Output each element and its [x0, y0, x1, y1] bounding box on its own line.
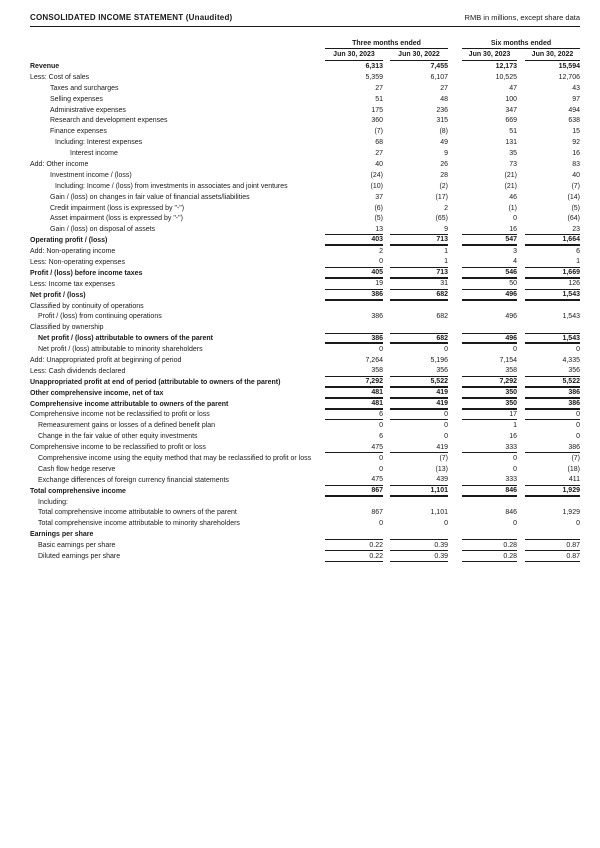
table-row — [30, 333, 580, 344]
row-label: Interest income — [70, 150, 118, 158]
value-cell — [462, 322, 517, 333]
row-label: Gain / (loss) on changes in fair value of financial assets/liabilities — [50, 193, 250, 201]
row-label: Profit / (loss) before income taxes — [30, 269, 143, 277]
row-label: Other comprehensive income, net of tax — [30, 389, 164, 397]
column-header-q-2022: Jun 30, 2022 — [390, 49, 448, 61]
value-cell: 7,455 — [430, 62, 448, 70]
value-cell: 315 — [436, 117, 448, 125]
value-cell: 16 — [462, 224, 517, 235]
value-cell — [390, 497, 448, 508]
table-row — [30, 213, 580, 224]
value-cell: 0 — [325, 257, 383, 268]
table-row — [30, 268, 580, 279]
value-cell: 15,594 — [558, 62, 580, 70]
row-label: Comprehensive income not be reclassified to profit or loss — [30, 411, 210, 419]
table-row — [30, 126, 580, 137]
value-cell: 867 — [371, 509, 383, 517]
table-row — [30, 399, 580, 410]
value-cell: 5,522 — [390, 377, 448, 388]
value-cell: 47 — [509, 84, 517, 92]
row-label: Exchange differences of foreign currency financial statements — [38, 476, 229, 484]
value-cell: (17) — [435, 193, 448, 201]
value-cell: 1,543 — [525, 333, 580, 344]
table-row — [30, 192, 580, 203]
table-row — [30, 464, 580, 475]
value-cell: 3 — [513, 248, 517, 256]
value-cell: (2) — [439, 182, 448, 190]
column-header-spacer — [30, 49, 325, 61]
table-row — [30, 475, 580, 486]
value-cell: 405 — [325, 268, 383, 279]
table-row — [30, 159, 580, 170]
value-cell: 682 — [390, 333, 448, 344]
value-cell: 0 — [444, 346, 448, 354]
table-row — [30, 529, 580, 540]
value-cell: (21) — [504, 171, 517, 179]
value-cell: 7,154 — [499, 356, 517, 364]
table-row — [30, 137, 580, 148]
value-cell: 0 — [444, 520, 448, 528]
value-cell: (1) — [508, 204, 517, 212]
row-label: Administrative expenses — [50, 106, 126, 114]
value-cell: 411 — [525, 475, 580, 486]
table-row — [30, 410, 580, 421]
table-row — [30, 224, 580, 235]
value-cell: 0 — [379, 520, 383, 528]
value-cell: (7) — [439, 455, 448, 462]
row-label: Add: Non-operating income — [30, 248, 116, 256]
value-cell — [462, 301, 517, 312]
row-label: Total comprehensive income — [30, 487, 126, 495]
value-cell: 131 — [505, 139, 517, 147]
value-cell: 12,706 — [558, 73, 580, 81]
row-label: Classified by continuity of operations — [30, 302, 144, 310]
value-cell: 0 — [513, 520, 517, 528]
value-cell: 0 — [513, 455, 517, 462]
value-cell: 713 — [390, 268, 448, 279]
value-cell: 46 — [509, 193, 517, 201]
value-cell: 496 — [505, 313, 517, 321]
value-cell: 68 — [375, 139, 383, 147]
value-cell: 16 — [572, 150, 580, 158]
row-label: Investment income / (loss) — [50, 171, 132, 179]
income-statement-table — [30, 61, 580, 562]
table-row — [30, 355, 580, 366]
value-cell: (24) — [370, 171, 383, 179]
table-row — [30, 311, 580, 322]
group-six-months: Six months ended — [462, 40, 580, 49]
row-label: Comprehensive income using the equity method that may be reclassified to profit or loss — [38, 455, 312, 462]
row-label: Including: Interest expenses — [55, 139, 143, 147]
row-label: Gain / (loss) on disposal of assets — [50, 226, 156, 234]
value-cell: 0 — [576, 433, 580, 441]
row-label: Net profit / (loss) — [30, 291, 86, 299]
value-cell: 48 — [440, 95, 448, 103]
value-cell: 1,664 — [525, 235, 580, 246]
table-row — [30, 235, 580, 246]
table-row — [30, 486, 580, 497]
value-cell: 23 — [525, 224, 580, 235]
value-cell: 386 — [525, 388, 580, 399]
value-cell: 481 — [325, 399, 383, 410]
value-cell — [325, 497, 383, 508]
value-cell: 4,335 — [562, 356, 580, 364]
table-row — [30, 420, 580, 431]
value-cell: 0.87 — [525, 551, 580, 562]
value-cell: 51 — [375, 95, 383, 103]
value-cell: 0 — [444, 433, 448, 441]
value-cell: 0 — [576, 422, 580, 430]
row-label: Including: Income / (loss) from investments in associates and joint ventures — [55, 182, 288, 190]
value-cell: 0.22 — [325, 540, 383, 551]
table-row — [30, 181, 580, 192]
unit-note: RMB in millions, except share data — [464, 13, 580, 22]
value-cell: 846 — [505, 509, 517, 517]
table-row — [30, 246, 580, 257]
value-cell: 846 — [462, 486, 517, 497]
value-cell: 1 — [444, 248, 448, 256]
value-cell: 350 — [462, 399, 517, 410]
table-row — [30, 497, 580, 508]
value-cell: 6 — [576, 248, 580, 256]
document-header — [30, 13, 580, 27]
value-cell: 83 — [572, 160, 580, 168]
table-row — [30, 518, 580, 529]
table-row — [30, 551, 580, 562]
value-cell: 5,359 — [365, 73, 383, 81]
value-cell: 2 — [444, 204, 448, 212]
row-label: Less: Non-operating expenses — [30, 258, 125, 266]
value-cell: (8) — [439, 128, 448, 136]
table-row — [30, 61, 580, 72]
value-cell: 713 — [390, 235, 448, 246]
value-cell: 496 — [462, 333, 517, 344]
table-row — [30, 366, 580, 377]
table-row — [30, 170, 580, 181]
value-cell: (14) — [567, 193, 580, 201]
row-label: Diluted earnings per share — [38, 553, 121, 561]
value-cell: 0 — [379, 422, 383, 430]
value-cell: 50 — [462, 279, 517, 290]
table-row — [30, 508, 580, 519]
value-cell: 358 — [462, 366, 517, 377]
column-header-h-2023: Jun 30, 2023 — [462, 49, 517, 61]
value-cell: 1 — [390, 257, 448, 268]
table-row — [30, 279, 580, 290]
table-row — [30, 388, 580, 399]
value-cell: 669 — [505, 117, 517, 125]
value-cell: 358 — [325, 366, 383, 377]
value-cell — [325, 301, 383, 312]
table-row — [30, 203, 580, 214]
value-cell: 27 — [375, 150, 383, 158]
value-cell: 40 — [572, 171, 580, 179]
value-cell: 92 — [572, 139, 580, 147]
value-cell: (64) — [567, 215, 580, 223]
value-cell: 356 — [525, 366, 580, 377]
table-row — [30, 377, 580, 388]
value-cell: (10) — [370, 182, 383, 190]
value-cell: (7) — [571, 455, 580, 462]
row-label: Operating profit / (loss) — [30, 237, 108, 245]
value-cell — [390, 529, 448, 540]
value-cell: 638 — [568, 117, 580, 125]
value-cell: 2 — [379, 248, 383, 256]
row-label: Finance expenses — [50, 128, 107, 136]
column-header-h-2022: Jun 30, 2022 — [525, 49, 580, 61]
row-label: Add: Other income — [30, 160, 89, 168]
table-row — [30, 301, 580, 312]
row-label: Including: — [38, 498, 68, 506]
value-cell: 12,173 — [495, 62, 517, 70]
value-cell: 7,292 — [325, 377, 383, 388]
value-cell — [462, 529, 517, 540]
value-cell: 0.39 — [390, 551, 448, 562]
value-cell: 73 — [509, 160, 517, 168]
value-cell: 0 — [379, 346, 383, 354]
value-cell — [325, 529, 383, 540]
value-cell: 43 — [572, 84, 580, 92]
row-label: Change in the fair value of other equity investments — [38, 433, 198, 441]
value-cell: 19 — [325, 279, 383, 290]
row-label: Unappropriated profit at end of period (attributable to owners of the parent) — [30, 378, 281, 386]
value-cell: 0 — [379, 465, 383, 473]
value-cell: 6 — [325, 410, 383, 421]
value-cell: 546 — [462, 268, 517, 279]
value-cell: 27 — [375, 84, 383, 92]
value-cell: 356 — [390, 366, 448, 377]
value-cell: 9 — [390, 224, 448, 235]
value-cell: 0.28 — [462, 540, 517, 551]
value-cell: 0.28 — [462, 551, 517, 562]
value-cell: 496 — [462, 290, 517, 301]
value-cell: 481 — [325, 388, 383, 399]
value-cell: 51 — [509, 128, 517, 136]
value-cell: 360 — [371, 117, 383, 125]
period-group-header — [30, 40, 580, 49]
value-cell: 419 — [390, 442, 448, 453]
value-cell: (5) — [571, 204, 580, 212]
table-row — [30, 344, 580, 355]
value-cell — [325, 322, 383, 333]
value-cell: 0.87 — [525, 540, 580, 551]
row-label: Total comprehensive income attributable to owners of the parent — [38, 509, 237, 517]
table-row — [30, 257, 580, 268]
value-cell: 0.39 — [390, 540, 448, 551]
row-label: Classified by ownership — [30, 324, 104, 332]
value-cell: 0 — [513, 346, 517, 354]
table-row — [30, 72, 580, 83]
value-cell: 236 — [436, 106, 448, 114]
table-row — [30, 94, 580, 105]
table-row — [30, 105, 580, 116]
row-label: Comprehensive income attributable to owners of the parent — [30, 400, 229, 408]
value-cell: 439 — [390, 475, 448, 486]
value-cell: 419 — [390, 388, 448, 399]
value-cell: 0.22 — [325, 551, 383, 562]
row-label: Net profit / (loss) attributable to owners of the parent — [38, 335, 214, 343]
value-cell: 475 — [325, 442, 383, 453]
table-row — [30, 83, 580, 94]
row-label: Credit impairment (loss is expressed by "-") — [50, 204, 185, 212]
value-cell: 9 — [444, 150, 448, 158]
value-cell: 5,522 — [525, 377, 580, 388]
value-cell: 6 — [379, 433, 383, 441]
page-title: CONSOLIDATED INCOME STATEMENT (Unaudited) — [30, 13, 233, 22]
table-row — [30, 431, 580, 442]
row-label: Add: Unappropriated profit at beginning of period — [30, 356, 182, 364]
row-label: Research and development expenses — [50, 117, 168, 125]
value-cell: 49 — [440, 139, 448, 147]
value-cell: (5) — [374, 215, 383, 223]
row-label: Earnings per share — [30, 531, 94, 539]
value-cell: (65) — [435, 215, 448, 223]
row-label: Total comprehensive income attributable to minority shareholders — [38, 520, 240, 528]
value-cell: (7) — [571, 182, 580, 190]
value-cell — [525, 301, 580, 312]
value-cell: 867 — [325, 486, 383, 497]
row-label: Net profit / (loss) attributable to minority shareholders — [38, 346, 203, 354]
value-cell: 0 — [390, 410, 448, 421]
value-cell: 26 — [440, 160, 448, 168]
value-cell: 175 — [371, 106, 383, 114]
table-row — [30, 290, 580, 301]
value-cell: 6,107 — [430, 73, 448, 81]
value-cell: 1,101 — [390, 486, 448, 497]
value-cell: 4 — [462, 257, 517, 268]
value-cell: 13 — [325, 224, 383, 235]
value-cell: 403 — [325, 235, 383, 246]
row-label: Asset impairment (loss is expressed by "-") — [50, 215, 183, 223]
value-cell: 100 — [505, 95, 517, 103]
value-cell: (21) — [504, 182, 517, 190]
value-cell: 386 — [525, 399, 580, 410]
value-cell: 0 — [513, 465, 517, 473]
table-row — [30, 322, 580, 333]
row-label: Cash flow hedge reserve — [38, 465, 116, 473]
value-cell — [390, 301, 448, 312]
value-cell: 0 — [576, 346, 580, 354]
value-cell: (6) — [374, 204, 383, 212]
table-row — [30, 442, 580, 453]
value-cell: 28 — [440, 171, 448, 179]
value-cell: 35 — [509, 150, 517, 158]
value-cell: 27 — [440, 84, 448, 92]
row-label: Basic earnings per share — [38, 542, 116, 550]
value-cell: 0 — [444, 422, 448, 430]
value-cell: 31 — [390, 279, 448, 290]
value-cell: 1,101 — [430, 509, 448, 517]
column-header-row — [30, 49, 580, 61]
value-cell: 386 — [325, 290, 383, 301]
row-label: Less: Cost of sales — [30, 73, 90, 81]
row-label: Remeasurement gains or losses of a defined benefit plan — [38, 422, 216, 430]
group-three-months: Three months ended — [325, 40, 448, 49]
value-cell: 0 — [379, 455, 383, 462]
table-row — [30, 148, 580, 159]
value-cell: 16 — [509, 433, 517, 441]
value-cell: 0 — [576, 520, 580, 528]
value-cell: 10,525 — [495, 73, 517, 81]
value-cell: 7,292 — [462, 377, 517, 388]
value-cell: 17 — [462, 410, 517, 421]
value-cell: 5,196 — [430, 356, 448, 364]
row-label: Less: Income tax expenses — [30, 280, 115, 288]
value-cell: (7) — [374, 128, 383, 136]
row-label: Selling expenses — [50, 95, 103, 103]
table-row — [30, 115, 580, 126]
row-label: Taxes and surcharges — [50, 84, 119, 92]
value-cell — [525, 322, 580, 333]
value-cell: 97 — [572, 95, 580, 103]
value-cell — [525, 497, 580, 508]
value-cell: 1,929 — [525, 486, 580, 497]
value-cell: 7,264 — [365, 356, 383, 364]
value-cell: 682 — [390, 290, 448, 301]
row-label: Less: Cash dividends declared — [30, 367, 126, 375]
value-cell: 15 — [572, 128, 580, 136]
value-cell: 1 — [525, 257, 580, 268]
value-cell: (18) — [567, 465, 580, 473]
value-cell: 494 — [568, 106, 580, 114]
value-cell: 386 — [525, 442, 580, 453]
value-cell: 333 — [462, 442, 517, 453]
value-cell: 386 — [325, 333, 383, 344]
value-cell: 1 — [513, 422, 517, 430]
value-cell: 1,543 — [525, 290, 580, 301]
value-cell: 547 — [462, 235, 517, 246]
value-cell — [462, 497, 517, 508]
row-label: Profit / (loss) from continuing operations — [38, 313, 162, 321]
value-cell: 40 — [375, 160, 383, 168]
value-cell: 419 — [390, 399, 448, 410]
value-cell: 37 — [375, 193, 383, 201]
value-cell: 475 — [325, 475, 383, 486]
value-cell: 386 — [371, 313, 383, 321]
value-cell: 350 — [462, 388, 517, 399]
value-cell: 0 — [525, 410, 580, 421]
row-label: Comprehensive income to be reclassified to profit or loss — [30, 444, 206, 452]
value-cell: 126 — [525, 279, 580, 290]
table-row — [30, 453, 580, 464]
value-cell: (13) — [435, 465, 448, 473]
value-cell: 6,313 — [365, 62, 383, 70]
value-cell: 0 — [513, 215, 517, 223]
row-label: Revenue — [30, 62, 60, 70]
group-header-spacer — [30, 40, 325, 49]
table-row — [30, 540, 580, 551]
value-cell: 333 — [462, 475, 517, 486]
value-cell: 682 — [436, 313, 448, 321]
value-cell: 1,929 — [562, 509, 580, 517]
value-cell — [390, 322, 448, 333]
column-header-q-2023: Jun 30, 2023 — [325, 49, 383, 61]
value-cell: 1,669 — [525, 268, 580, 279]
value-cell: 347 — [505, 106, 517, 114]
value-cell: 1,543 — [562, 313, 580, 321]
value-cell — [525, 529, 580, 540]
